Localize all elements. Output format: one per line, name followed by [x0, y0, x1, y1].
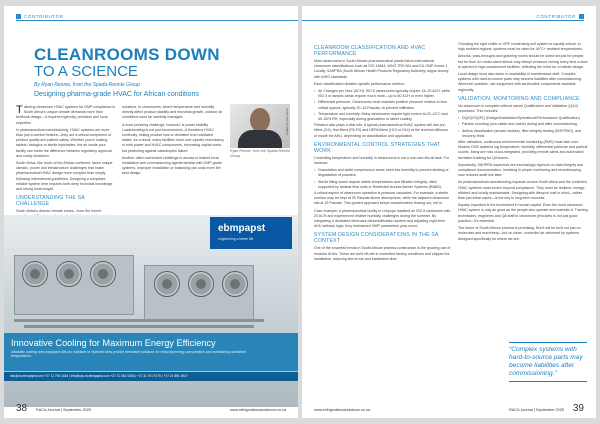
pipe — [24, 325, 254, 328]
fan-icon — [188, 271, 214, 297]
paragraph: Equally important is the investment in human capital. Even the most advanced HVAC system is only as good as the people who operate and maintain it. Training technicians, engineers and QA staff in cleanroom principles is not just good practice—it's essential. — [458, 203, 588, 223]
paragraph: Most cleanrooms in South African pharmaceutical plants follow international cleanroom classifications such as ISO 14644, WHO TRS 961 and EU GMP Annex 1. Locally, SAHPRA (South African Health Products Regulatory Authority) aligns closely with WHO standards. — [314, 59, 449, 79]
ad-contact[interactable]: info@za.ebmpapst.com +27 11 794 3434 | info@cpt.za.ebmpapst.com +27 21 551 0353 | +27 31 701 5770 | +27 21 551 4947 — [4, 372, 298, 381]
list-item: • Airflow visualisation (smoke studies), filter integrity testing (DOP/PAO), and recovery tests — [458, 129, 588, 139]
section-heading: SYSTEM DESIGN CONSIDERATIONS IN THE SA CONTEXT — [314, 232, 439, 245]
intro-paragraph: ailoring cleanroom HVAC systems for GMP compliance in South Africa's unique climate demands more than textbook design—it requires ingenuity, precision and local expertise. — [16, 105, 116, 125]
section-heading: UNDERSTANDING THE SA CHALLENGE — [16, 195, 85, 208]
header-rule — [16, 20, 298, 21]
bullet-list — [314, 89, 452, 122]
brand-logo[interactable] — [210, 217, 292, 249]
author-photo — [230, 104, 290, 148]
paragraph: Importantly, SAHPRA inspectors are increasingly rigorous on data integrity and compliance documentation. Investing in proper monitoring and recordkeeping now reduces audit risk later. — [458, 162, 584, 178]
brand-tagline: engineering a better life — [218, 237, 254, 241]
list-item: • Particle counting (non-viable and viable) during and after commissioning — [458, 122, 588, 127]
magazine-url[interactable]: www.refrigerationandaircon.co.za — [229, 408, 286, 412]
list-item: • Temperature and humidity: Many cleanrooms require tight control at 20–24°C and 40–60% RH, especially during granulation or tablet coating. — [314, 112, 452, 122]
fan-icon — [222, 271, 248, 297]
paragraph: Filtration also plays a vital role. A typical pharmaceutical HVAC system will use pre-filters (G4), fine filters (F8-F9) and HEPA filters (H13 or H14) at the terminal diffusers or inside the AHU, depending on classification and application. — [314, 123, 449, 138]
page-number: 38 — [16, 403, 28, 414]
section-label — [536, 14, 584, 19]
section-label-text: CONTRIBUTOR — [24, 14, 64, 19]
pull-quote-text: “Complex systems with hard-to-source parts may become liabilities after commissioning.” — [509, 346, 583, 377]
dropcap: T — [16, 104, 23, 116]
section-heading: VALIDATION, MONITORING AND COMPLIANCE — [458, 95, 580, 102]
portrait-body — [238, 130, 282, 148]
paragraph: A critical aspect of cleanroom operation is pressure cascades. For example, a sterile corridor may be kept at 30 Pascals above atmospheric, while the adjacent cleanroom sits at 15 Pascals. This graded approach keeps contamination flowing out, not in. — [314, 191, 450, 206]
article-title-line2: TO A SCIENCE — [34, 63, 138, 80]
fan-icon — [22, 261, 48, 287]
article-title-line1: CLEANROOMS DOWN — [34, 45, 220, 64]
quote-rule — [509, 342, 587, 343]
paragraph: South Africa's diverse climate zones—from the humid — [16, 209, 101, 214]
magazine-url[interactable]: www.refrigerationandaircon.co.za — [314, 408, 371, 412]
page-number: 39 — [572, 403, 584, 414]
ad-subtext: Adiabatic cooling units equipped with our Axiblade or Hydrotex fans provide innovative solutions for reducing energy consumption and maintaining consistent temperatures. — [11, 350, 247, 359]
header-rule — [302, 20, 584, 21]
portrait-head — [250, 108, 270, 132]
paragraph: Airlocks, pass-throughs and gowning rooms should be sized not just for people, but for flow. An under-sized airlock may disrupt pressure zoning every time a door is opened in high-containment facilities, reflecting the need for a holistic design. — [458, 54, 588, 69]
paragraph: No cleanroom is complete without robust Qualification and Validation (Q&V) processes. This includes: — [458, 103, 579, 114]
right-page — [302, 6, 596, 418]
standfirst: Designing pharma-grade HVAC for African conditions — [34, 91, 199, 98]
pipe — [14, 319, 264, 322]
brand-name: ebmpapst — [218, 223, 266, 234]
section-heading: CLEANROOM CLASSIFICATION AND HVAC PERFORMANCE — [314, 45, 426, 57]
paragraph: Another often overlooked challenge is access to trained local installation and commissioning agents familiar with GMP-grade systems. Improper installation or balancing can undo even the best design. — [122, 155, 223, 176]
magazine-issue: RACA Journal | September 2025 — [36, 408, 92, 412]
bullet-list — [458, 116, 588, 139]
ad-headline: Innovative Cooling for Maximum Energy Efficiency — [11, 338, 216, 348]
photo-credit: Supplied by Ryan Rennie — [286, 108, 289, 135]
paragraph: Controlling temperature and humidity in cleanrooms is not a one-size-fits-all task. For instance: — [314, 155, 450, 166]
paragraph: Case example: A pharmaceutical facility in Limpopo installed an ISO 8 cleanroom with 20 ACH and experienced relative humidity challenges during the summer. By integrating a dedicated desiccant dehumidification system and adjusting night-time AHU setback logic, they maintained GMP parameters year-round. — [314, 208, 451, 229]
section-label — [16, 14, 64, 19]
right-column-2 — [458, 42, 588, 244]
list-item: • Sterile filling zones require stable temperatures and filtration integrity, often supported by laminar flow units or Restricted Access Barrier Systems (RABS). — [314, 180, 452, 190]
paragraph: Local design must also factor in availability of maintenance staff. Complex systems with hard-to-source parts may become liabilities after commissioning. Wherever possible, use equipment with serviceable components available regionally. — [458, 72, 583, 92]
section-square-icon — [579, 14, 584, 19]
byline: By Ryan Rennie, from the Spada-Rennie Group — [34, 82, 140, 88]
paragraph: solutions. In cleanrooms, where temperature and humidity directly affect product stability and microbial growth, outdoor air conditions must be carefully managed. — [122, 105, 223, 120]
paragraph: Choosing the right chiller or VRF condensing unit system is equally critical. In high ambient regions, systems must be rated for 40°C+ ambient temperatures. — [458, 42, 583, 52]
list-item: • DQ/IQ/OQ/PQ (Design/Installation/Operational/Performance Qualification) — [458, 116, 588, 121]
fan-icon — [90, 261, 116, 287]
quote-rule — [509, 381, 587, 382]
fan-icon — [56, 261, 82, 287]
left-column-1 — [16, 105, 116, 227]
paragraph: A more pressing challenge, however, is power stability. Loadshedding is not just inconvenient—it threatens HVAC continuity, risking product loss or deviation from validated states. As a result, many facilities must over-specify redundancy in both power and HVAC components, increasing capital costs but protecting against catastrophic failure. — [122, 122, 224, 153]
paragraph: The future of South African pharma is promising. But it will be built not just on molecules and machinery—but on clean, controlled air delivered by systems designed specifically for where we are. — [458, 226, 581, 241]
list-item: • Air Changes per Hour (ACH): ISO 8 cleanrooms typically require 15–20 ACH, while ISO 5 or aseptic areas require much more—up to 60 ACH or even higher. — [314, 89, 452, 99]
magazine-issue: RACA Journal | September 2025 — [508, 408, 564, 412]
right-column-1 — [314, 42, 452, 264]
bullet-list — [314, 168, 452, 190]
list-item: • Granulation and tablet compression areas need low humidity to prevent sticking or degradation of powders. — [314, 168, 452, 178]
advertisement[interactable] — [4, 215, 298, 407]
paragraph: As pharmaceutical manufacturing expands across South Africa and the continent, HVAC systems must evolve beyond compliance. They must be resilient, energy-efficient and locally maintainable. Designing with lifecycle cost in mind—rather than just initial capex—is the key to long-term success. — [458, 180, 588, 201]
photo-caption: Ryan Rennie, from the Spada-Rennie Group — [230, 149, 290, 158]
list-item: • Differential pressure: Cleanrooms must maintain positive pressure relative to less critical spaces, typically 10–15 Pascals, to prevent infiltration. — [314, 100, 452, 110]
paragraph: South Africa, like much of the African continent, faces unique climatic, power and infrastructure challenges that make pharmaceutical HVAC design more complex than simply following international guidelines. Designing a compliant, reliable system here requires both deep technical knowledge and strong local insight. — [16, 161, 113, 192]
paragraph: In pharmaceutical manufacturing, HVAC systems are more than just a comfort feature—they are a critical component of product quality and patient safety. Whether you're making tablets, biologics or sterile injectables, the air inside your facility can mean the difference between regulatory approval and costly shutdown. — [16, 127, 112, 158]
section-label-text: CONTRIBUTOR — [536, 14, 576, 19]
fan-icon — [154, 271, 180, 297]
left-column-2 — [122, 105, 224, 179]
pull-quote — [509, 346, 587, 378]
paragraph: One of the smartest trends in South African pharma construction is the growing use of modular AHUs. These are built off-site in controlled factory conditions and shipped for installation, reducing site errors and installation time. — [314, 246, 451, 261]
left-page — [4, 6, 298, 418]
paragraph: Each classification dictates specific performance metrics: — [314, 81, 405, 86]
section-heading: ENVIRONMENTAL CONTROL STRATEGIES THAT WORK — [314, 141, 441, 154]
section-square-icon — [16, 14, 21, 19]
paragraph: After validation, continuous environmental monitoring (EMS) must take over. Modern EMS systems log temperature, humidity, differential pressure and particle counts. Many are now cloud-integrated, providing remote alerts and automated deviation tracking for QA teams. — [458, 140, 588, 160]
